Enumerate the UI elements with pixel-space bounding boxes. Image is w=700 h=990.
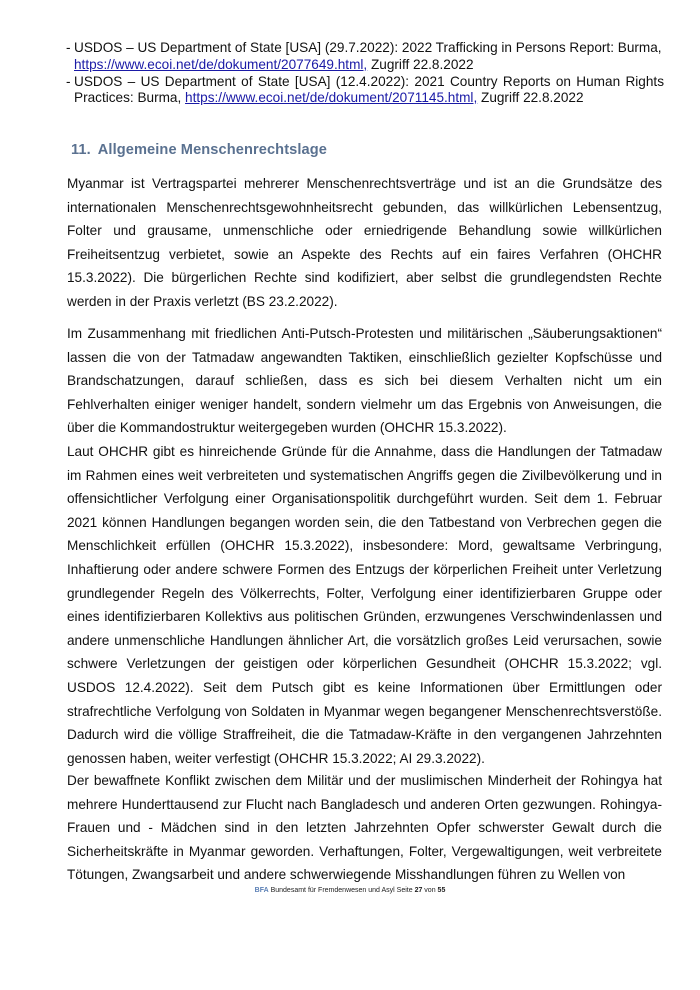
footer-brand-logo: BFA (254, 887, 269, 894)
footer-page-number: 27 (414, 887, 423, 894)
paragraph-text: Im Zusammenhang mit friedlichen Anti-Putsch-Protesten und militärischen „Säuberungsaktionen“ lassen die von der Tatmadaw angewandten Taktiken, einschließlich gezielter Kopfschüsse und Brandschatzungen, darauf schließen, dass es sich bei diesem Verhalten nicht um ein Fehlverhalten einiger weniger handelt, sondern vielmehr um das Ergebnis von Anweisungen, die über die Kommandostruktur weitergegeben wurden (OHCHR 15.3.2022). (67, 326, 662, 436)
section-title: Allgemeine Menschenrechtslage (97, 142, 327, 158)
footer-page-total: 55 (437, 887, 446, 894)
source-access-date: Zugriff 22.8.2022 (477, 90, 584, 105)
source-text (74, 74, 664, 107)
source-list (66, 40, 664, 107)
page-footer (0, 887, 700, 894)
source-text (74, 40, 664, 73)
source-link[interactable]: https://www.ecoi.net/de/dokument/2077649.html, (74, 56, 368, 72)
source-access-date: Zugriff 22.8.2022 (367, 56, 474, 72)
paragraph-text: Laut OHCHR gibt es hinreichende Gründe für die Annahme, dass die Handlungen der Tatmadaw im Rahmen eines weit verbreiteten und systematischen Angriffs gegen die Zivilbevölkerung und in offensichtlicher Verfolgung einer Organisationspolitik durchgeführt wurden. Seit dem 1. Februar 2021 können Handlungen begangen worden sein, die den Tatbestand von Verbrechen gegen die Menschlichkeit erfüllen (OHCHR 15.3.2022), insbesondere: Mord, gewaltsame Verbringung, Inhaftierung oder andere schwere Formen des Entzugs der körperlichen Freiheit unter Verletzung grundlegender Regeln des Völkerrechts, Folter, Verfolgung einer identifizierbaren Gruppe oder eines identifizierbaren Kollektivs aus politischen Gründen, erzwungenes Verschwindenlassen und andere unmenschliche Handlungen ähnlicher Art, die vorsätzlich großes Leid verursachen, sowie schwere Verletzungen der geistigen oder körperlichen Gesundheit (OHCHR 15.3.2022; vgl. USDOS 12.4.2022). Seit dem Putsch gibt es keine Informationen über Ermittlungen oder strafrechtliche Verfolgung von Soldaten in Myanmar wegen begangener Menschenrechtsverstöße. Dadurch wird die völlige Straffreiheit, die die Tatmadaw-Kräfte in den vergangenen Jahrzehnten genossen haben, weiter verfestigt (OHCHR 15.3.2022; AI 29.3.2022). (67, 443, 662, 766)
section-number: 11. (71, 142, 91, 158)
list-dash: - (66, 73, 71, 89)
source-item (66, 74, 664, 107)
paragraph-text: Myanmar ist Vertragspartei mehrerer Menschenrechtsverträge und ist an die Grundsätze des internationalen Menschenrechtsgewohnheitsrecht gebunden, das willkürlichen Lebensentzug, Folter und grausame, unmenschliche oder erniedrigende Behandlung sowie willkürlichen Freiheitsentzug verbietet, sowie an Aspekte des Rechts auf ein faires Verfahren (OHCHR 15.3.2022). Die bürgerlichen Rechte sind kodifiziert, aber selbst die grundlegendsten Rechte werden in der Praxis verletzt (BS 23.2.2022). (67, 176, 662, 309)
footer-org: Bundesamt für Fremdenwesen und Asyl Seite (268, 887, 415, 894)
section-heading (71, 142, 327, 158)
paragraph-text: Der bewaffnete Konflikt zwischen dem Militär und der muslimischen Minderheit der Rohingya hat mehrere Hunderttausend zur Flucht nach Bangladesch und anderen Orten gezwungen. Rohingya-Frauen und - Mädchen sind in den letzten Jahrzehnten Opfer schwerster Gewalt durch die Sicherheitskräfte in Myanmar geworden. Verhaftungen, Folter, Vergewaltigungen, weit verbreitete Tötungen, Zwangsarbeit und andere schwerwiegende Misshandlungen führen zu Wellen von (67, 773, 662, 883)
paragraph-1 (67, 172, 662, 314)
list-dash: - (66, 40, 71, 55)
paragraph-3 (67, 769, 662, 887)
source-link[interactable]: https://www.ecoi.net/de/dokument/2071145.html, (185, 90, 478, 105)
paragraph-2 (67, 322, 662, 770)
footer-of: von (422, 887, 438, 894)
source-citation: USDOS – US Department of State [USA] (12.4.2022): 2021 Country Reports on Human Rights Practices: Burma, (74, 73, 664, 105)
source-item (66, 40, 664, 73)
source-citation: USDOS – US Department of State [USA] (29.7.2022): 2022 Trafficking in Persons Report: Burma, (74, 40, 662, 55)
